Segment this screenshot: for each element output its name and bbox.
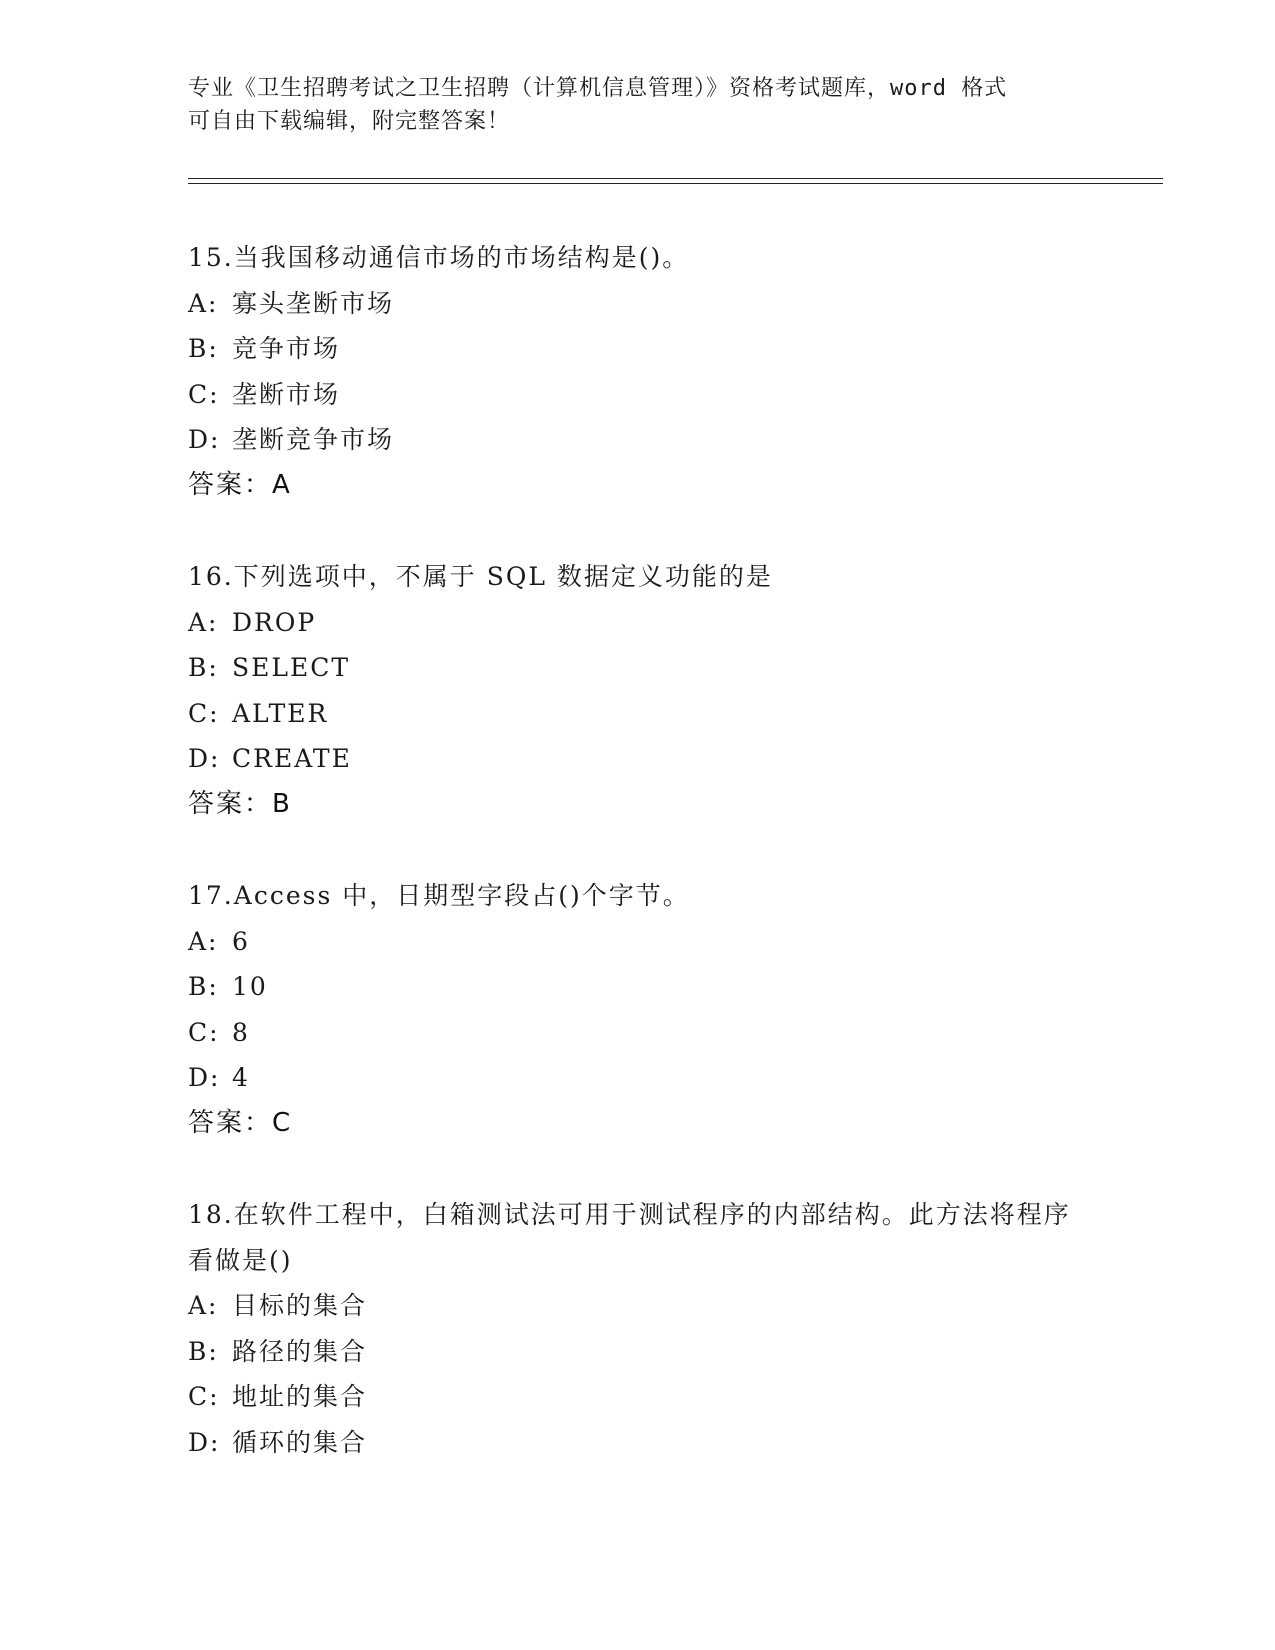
option-row: [188, 1420, 1088, 1466]
option-letter: C:: [188, 1017, 220, 1047]
header-line-2: 可自由下载编辑，附完整答案！: [188, 109, 511, 134]
option-row: [188, 645, 1088, 691]
option-text: 循环的集合: [232, 1427, 368, 1457]
question-3: [188, 873, 1088, 1146]
option-letter: A:: [188, 926, 219, 956]
option-row: [188, 417, 1088, 463]
answer-line: 答案：C: [188, 1107, 293, 1138]
document-header: [188, 72, 1088, 138]
option-row: [188, 1010, 1088, 1056]
option-text: 地址的集合: [232, 1382, 368, 1411]
option-letter: C:: [188, 1382, 220, 1411]
option-text: 路径的集合: [232, 1336, 368, 1366]
option-row: [188, 919, 1088, 965]
option-row: [188, 600, 1088, 646]
option-text: DROP: [232, 607, 317, 637]
header-divider-top: [188, 178, 1163, 179]
option-row: [188, 281, 1088, 327]
question-list: [188, 235, 1088, 1511]
question-title: 15.当我国移动通信市场的市场结构是()。: [188, 243, 690, 272]
option-letter: B:: [188, 334, 219, 363]
option-row: [188, 1374, 1088, 1420]
option-letter: D:: [188, 744, 221, 773]
question-1: [188, 235, 1088, 508]
option-row: [188, 1055, 1088, 1101]
option-letter: B:: [188, 653, 219, 682]
question-title: 18.在软件工程中，白箱测试法可用于测试程序的内部结构。此方法将程序看做是(): [188, 1200, 1071, 1275]
option-text: 8: [232, 1017, 250, 1047]
option-letter: A:: [188, 1291, 219, 1320]
option-letter: A:: [188, 288, 219, 318]
option-row: [188, 1283, 1088, 1329]
option-letter: B:: [188, 1336, 219, 1366]
question-2: [188, 554, 1088, 827]
option-letter: B:: [188, 972, 219, 1001]
option-row: [188, 964, 1088, 1010]
option-text: SELECT: [232, 653, 351, 682]
option-letter: C:: [188, 698, 220, 728]
option-row: [188, 1329, 1088, 1375]
option-text: CREATE: [232, 744, 352, 773]
option-text: 10: [232, 972, 268, 1001]
option-text: 垄断竞争市场: [232, 425, 395, 454]
option-letter: C:: [188, 379, 220, 409]
option-row: [188, 736, 1088, 782]
option-text: 目标的集合: [232, 1291, 368, 1320]
answer-line: 答案：A: [188, 469, 292, 500]
option-text: 寡头垄断市场: [232, 288, 395, 318]
option-text: 垄断市场: [232, 379, 341, 409]
option-text: 竞争市场: [232, 334, 341, 363]
option-text: 4: [232, 1063, 250, 1092]
header-line-1: 专业《卫生招聘考试之卫生招聘（计算机信息管理）》资格考试题库，word 格式: [188, 76, 1008, 101]
option-row: [188, 372, 1088, 418]
option-letter: D:: [188, 1063, 221, 1092]
option-row: [188, 691, 1088, 737]
option-letter: A:: [188, 607, 219, 637]
question-title: 16.下列选项中，不属于 SQL 数据定义功能的是: [188, 562, 773, 591]
option-letter: D:: [188, 425, 221, 454]
option-text: 6: [232, 926, 250, 956]
option-letter: D:: [188, 1427, 221, 1457]
question-title: 17.Access 中，日期型字段占()个字节。: [188, 881, 690, 910]
option-row: [188, 326, 1088, 372]
answer-line: 答案：B: [188, 788, 292, 819]
option-text: ALTER: [232, 698, 329, 728]
question-4: [188, 1192, 1088, 1465]
header-divider-bottom: [188, 183, 1163, 184]
